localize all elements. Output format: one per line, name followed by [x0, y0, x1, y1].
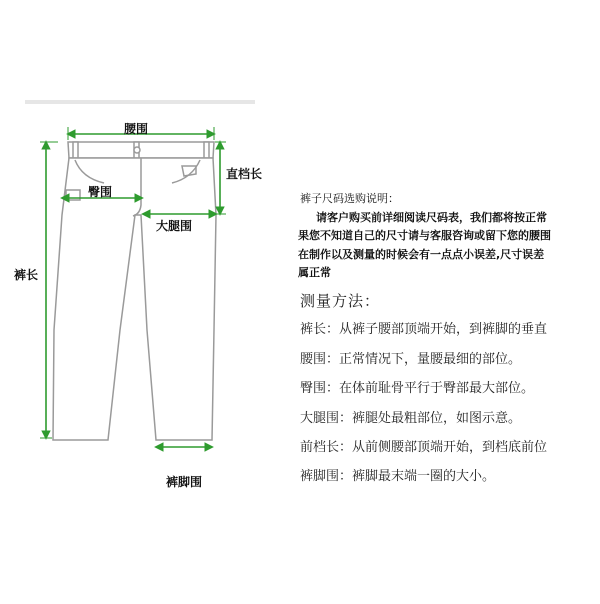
hip-label: 臀围: [88, 185, 113, 199]
intro-line: 在制作以及测量的时候会有一点点小误差,尺寸误差: [298, 248, 545, 261]
measure-item-thigh: 大腿围：裤腿处最粗部位，如图示意。: [300, 411, 522, 426]
pants-length-label: 裤长: [14, 268, 39, 282]
intro-line: 果您不知道自己的尺寸请与客服咨询或留下您的腰围: [298, 229, 551, 242]
pants-diagram: [0, 0, 290, 600]
intro-line: 请客户购买前详细阅读尺码表，我们都将按正常: [316, 211, 547, 224]
pants-outline: [53, 142, 216, 440]
leg-opening-label: 裤脚围: [166, 475, 203, 489]
intro-line: 属正常: [298, 266, 331, 279]
measure-item-length: 裤长：从裤子腰部顶端开始，到裤脚的垂直: [300, 322, 548, 337]
front-rise-label: 直档长: [226, 167, 263, 181]
measure-item-waist: 腰围：正常情况下，量腰最细的部位。: [300, 352, 522, 367]
pants-illustration: [0, 0, 290, 600]
measure-item-front-rise: 前档长：从前侧腰部顶端开始，到档底前位: [300, 440, 548, 455]
size-guide-title: 裤子尺码选购说明：: [300, 192, 399, 205]
waist-label: 腰围: [124, 122, 149, 136]
top-shadow-strip: [25, 100, 255, 104]
measure-item-hip: 臀围：在体前耻骨平行于臀部最大部位。: [300, 381, 535, 396]
measure-item-leg-opening: 裤脚围：裤脚最末端一圈的大小。: [300, 469, 496, 484]
thigh-label: 大腿围: [156, 219, 193, 233]
size-guide-panel: [296, 190, 600, 490]
measure-method-heading: 测量方法：: [300, 292, 381, 310]
